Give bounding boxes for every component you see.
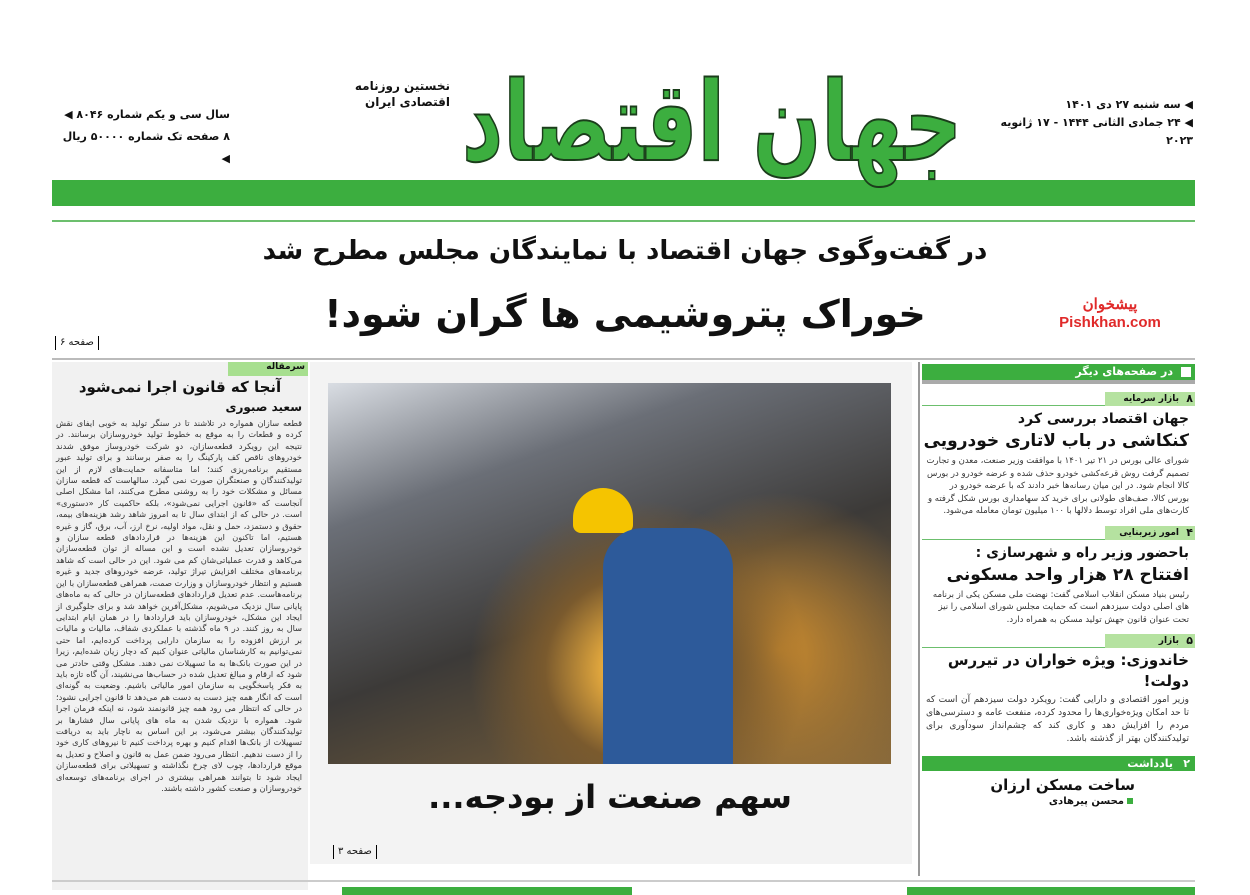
- story-body: رئیس بنیاد مسکن انقلاب اسلامی گفت: نهضت ملی مسکن یکی از برنامه های اصلی دولت سیزدهم است که حمایت مجلس شورای اسلامی را نیز تحت عنوان قانون جهش تولید مسکن به همراه دارد.: [932, 589, 1189, 625]
- section-name: یادداشت: [1127, 757, 1173, 770]
- issue-info: [55, 104, 230, 170]
- section-row: [922, 634, 1195, 648]
- section-name: امور زیربنایی: [1119, 527, 1179, 538]
- square-icon: [1181, 367, 1191, 377]
- bullet-icon: [1127, 798, 1133, 804]
- slogan-line: نخستین روزنامه: [354, 79, 450, 93]
- helmet: [573, 488, 633, 533]
- slogan-line: اقتصادی ایران: [365, 95, 450, 109]
- bottom-tab: [342, 887, 632, 895]
- section-name: بازار: [1158, 636, 1179, 646]
- watermark-fa: پیشخوان: [1082, 296, 1138, 313]
- sidebar-header: [922, 364, 1195, 380]
- section-tag: [1105, 392, 1195, 406]
- photo-caption[interactable]: سهم صنعت از بودجه...: [428, 778, 792, 816]
- worker: [603, 528, 733, 764]
- section-tag: [1105, 526, 1195, 540]
- section-name: بازار سرمایه: [1123, 394, 1179, 404]
- divider: [52, 358, 1195, 360]
- author-name: محسن پیرهادی: [1048, 796, 1124, 807]
- note-header: [922, 756, 1195, 771]
- welder-photo: [328, 383, 891, 764]
- date-persian: ◀ سه شنبه ۲۷ دی ۱۴۰۱: [1065, 98, 1193, 111]
- story-body: شورای عالی بورس در ۲۱ تیر ۱۴۰۱ با موافقت وزیر صنعت، معدن و تجارت تصمیم گرفت روش قرعه‌کشی خودرو حذف شده و عرضه خودرو در بورس کالا انجام شود. در این میان رسانه‌ها خبر دادند که با عرضه خودرو در بورس کالا، صف‌های طولانی برای خرید کد سهامداری بورس شکل گرفته و کارت‌های ملی افراد توسط دلالها با ۱۰۰ میلیون تومان معامله می‌شود.: [926, 456, 1189, 516]
- story-kicker: باحضور وزیر راه و شهرسازی :: [975, 544, 1189, 561]
- lead-subhead: در گفت‌وگوی جهان اقتصاد با نمایندگان مجلس مطرح شد: [262, 236, 988, 266]
- story-kicker: جهان اقتصاد بررسی کرد: [1017, 411, 1189, 427]
- bottom-tab: [907, 887, 1195, 895]
- date-other: ◀ ۲۴ جمادی الثانی ۱۴۴۴ - ۱۷ ژانویه ۲۰۲۳: [1000, 116, 1193, 147]
- issue-price: ۸ صفحه تک شماره ۵۰۰۰۰ ریال ◀: [62, 130, 230, 165]
- bottom-strip: [52, 880, 1195, 892]
- newspaper-logo: جهان اقتصاد: [462, 58, 963, 186]
- page-ref: صفحه ۶: [55, 336, 99, 350]
- editorial: [52, 362, 308, 890]
- note-author: [922, 795, 1195, 809]
- page-ref: صفحه ۳: [333, 845, 377, 859]
- section-row: [922, 392, 1195, 406]
- story-title[interactable]: افتتاح ۲۸ هزار واحد مسکونی: [946, 564, 1189, 585]
- editorial-kicker: سرمقاله: [228, 362, 308, 376]
- editorial-body: قطعه سازان همواره در تلاشند تا در سنگر تولید به خوبی ایفای نقش کرده و قطعات را به موقع به خطوط تولید خودروسازان برسانند. در نتیجه این رویکرد قطعه‌سازان، دو شرکت خودروساز موفق شدند خودروهای ناقص کف پارکینگ را به صفر برسانند و برای تولید عبور مستقیم برنامه‌ریزی کنند؛ اما متاسفانه حمایت‌های لازم از این تولیدکنندگان و صنعتگران صورت نمی گیرد. سالهاست که قطعه سازان مسائل و مشکلات خود را به روشنی مطرح می‌کنند، اما مشکل اصلی آنجاست که «قانون اجرایی نمی‌شود»، بلکه حاکمیت کار «دستوری» است. در حالی که از ابتدای سال تا به امروز شاهد رشد هزینه‌های بیمه، حقوق و دستمزد، حمل و نقل، مواد اولیه، نرخ ارز، آب، برق، گاز و غیره هستیم، اما تاکنون این هزینه‌ها در قراردادهای قطعه سازان و خودروسازان تعدیل نشده است و این مساله از توان قطعه‌سازان می‌کاهد و قدرت عملیاتی‌شان کم می شود. این در حالی است که شاهد برنامه‌های مختلف افزایش تیراژ تولید، عرضه خودروهای جدید و غیره هستیم و انتظار خودروسازان و وزارت صمت، همراهی قطعه‌سازان با این برنامه‌هاست. عدم تعدیل قراردادهای قطعه‌سازان در حالی که به ماه‌های پایانی سال نزدیک می‌شویم، مشکل‌آفرین خواهد شد و برای جلوگیری از ایجاد این مشکل، خودروسازان باید قراردادها را در همان ایام ابتدایی سال به روز کنند. در ۹ ماه گذشته با عملکردی شفاف، مالیات و مالیات بر ارزش افزوده را به سازمان دارایی پرداخت کرده‌ایم، اما حتی نمی‌توانیم به کارشناسان مالیاتی عنوان کنیم که دچار زیان شده‌ایم، زیرا در این صورت بانک‌ها به ما تسهیلات نمی دهند. مشکل وقتی حادتر می شود که ارقام و مبالغ تعدیل شده در حساب‌ها می‌نشیند، آن گاه تازه باید به فکر پاسخگویی به سازمان امور مالیاتی باشیم. وضعیت به گونه‌ای است که انگار همه چیز دست به دست هم می‌دهد تا قانون اجرایی نشود؛ در حالی که انتظار می رود همه چیز قانونمند شود، نه اینکه فرمان اجرا شود. همواره با نزدیک شدن به ماه های پایانی سال فشارها بر تولیدکنندگان بیشتر می‌شود، بر این اساس به ناچار باید به دریافت تسهیلات از بانک‌ها اقدام کنیم و بهره پرداخت کنیم تا نیروهای کاری خود را از دست ندهیم. انتظار می‌رود ضمن عمل به قانون و اصلاح و تعدیل به موقع قراردادها، چوب لای چرخ نگذاشته و تسهیلاتی برای قطعه‌سازان ایجاد شود تا بتوانند همراهی بیشتری در اجرای برنامه‌های توسعه‌ای خودروسازان و صنعت کشور داشته باشند.: [56, 418, 303, 793]
- logo-box: [462, 52, 962, 197]
- divider: [922, 380, 1195, 384]
- sidebar: [918, 362, 1195, 876]
- watermark-en: Pishkhan.com: [1059, 314, 1161, 331]
- story-title[interactable]: خاندوزی: ویژه خواران در تیررس دولت!: [947, 651, 1189, 690]
- sidebar-title: در صفحه‌های دیگر: [1075, 365, 1173, 378]
- issue-date: [975, 96, 1193, 150]
- story-title[interactable]: کنکاشی در باب لاتاری خودرویی: [923, 431, 1189, 451]
- issue-number: سال سی و یکم شماره ۸۰۴۶ ◀: [64, 108, 230, 121]
- slogan: [345, 78, 450, 110]
- watermark: [1035, 296, 1185, 332]
- section-tag: [1105, 634, 1195, 648]
- divider: [52, 220, 1195, 222]
- page-number: ۲: [1183, 757, 1190, 770]
- story-body: وزیر امور اقتصادی و دارایی گفت: رویکرد دولت سیزدهم آن است که تا حد امکان ویژه‌خواری‌ها را محدود کرده، منفعت عامه و دسترسی‌های مردم را افزایش دهد و کاری کند که چشم‌انداز سودآوری برای تولیدکنندگان بهتر از گذشته باشد.: [926, 695, 1189, 744]
- note-title[interactable]: ساخت مسکن ارزان: [990, 776, 1135, 794]
- editorial-title[interactable]: آنجا که قانون اجرا نمی‌شود: [78, 378, 282, 396]
- page-number: ۵: [1186, 634, 1193, 647]
- section-row: [922, 526, 1195, 540]
- lead-headline[interactable]: خوراک پتروشیمی ها گران شود!: [324, 292, 926, 336]
- editorial-author: سعید صبوری: [225, 400, 302, 414]
- page-number: ۴: [1186, 525, 1193, 539]
- page-number: ۸: [1186, 392, 1193, 405]
